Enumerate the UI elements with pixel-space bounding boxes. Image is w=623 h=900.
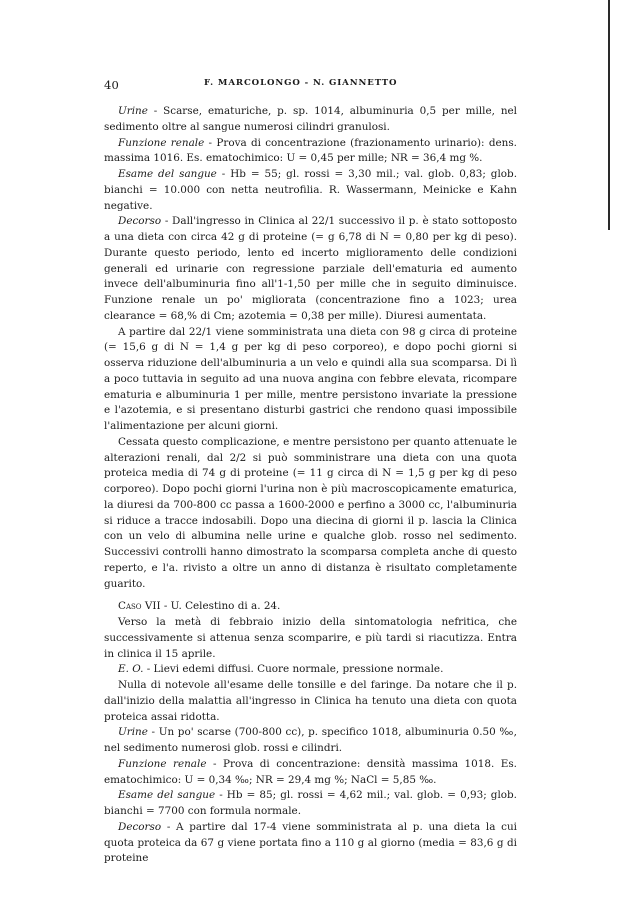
paragraph-esame-sangue-2 <box>104 788 517 820</box>
paragraph-text: - Un po' scarse (700-800 cc), p. specifico 1018, albuminuria 0.50 ‰, nel sedimento numerosi glob. rossi e cilindri. <box>104 726 517 754</box>
paragraph-label: Esame del sangue <box>118 789 216 802</box>
paragraph-label: Funzione renale <box>118 136 205 149</box>
paragraph-text: - Hb = 55; gl. rossi = 3,30 mil.; val. glob. 0,83; glob. bianchi = 10.000 con netta neutrofilia. R. Wassermann, Meinicke e Kahn negative. <box>104 168 517 212</box>
paragraph-label: Esame del sangue <box>118 168 217 180</box>
paragraph-esame-sangue <box>104 167 517 214</box>
paragraph-dieta-22-1 <box>104 325 517 435</box>
paragraph-label: Urine <box>118 105 148 117</box>
page-number: 40 <box>104 78 120 92</box>
paragraph-decorso <box>104 214 517 324</box>
paragraph-urine <box>104 104 517 136</box>
paragraph-esame-obiettivo <box>104 662 517 678</box>
paragraph-tonsille <box>104 678 517 725</box>
paragraph-label: Urine <box>118 726 148 739</box>
paragraph-text: Cessata questo complicazione, e mentre persistono per quanto attenuate le alterazioni renali, dal 2/2 si può somministrare una dieta con una quota proteica media di 74 g di proteine (= 11 g circa di N = 1,5 g per kg di peso corporeo). Dopo pochi giorni l'urina non è più macroscopicamente ematurica, la diuresi da 700-800 cc passa a 1600-2000 e perfino a 3000 cc, l'albuminuria si riduce a tracce indosabili. Dopo una diecina di giorni il p. lascia la Clinica con un velo di albumina nelle urine e qualche glob. rosso nel sedimento. Successivi controlli hanno dimostrato la scomparsa completa anche di questo reperto, e l'a. rivisto a oltre un anno di distanza è risultato completamente guarito. <box>104 435 517 590</box>
paragraph-text: - U. Celestino di a. 24. <box>160 600 281 613</box>
page-body <box>104 104 517 867</box>
running-title: F. MARCOLONGO - N. GIANNETTO <box>204 78 398 88</box>
paragraph-text: - Lievi edemi diffusi. Cuore normale, pressione normale. <box>143 663 444 676</box>
paragraph-text: - A partire dal 17-4 viene somministrata al p. una dieta la cui quota proteica da 67 g viene portata fino a 110 g al giorno (media = 83,6 g di proteine <box>104 820 517 865</box>
paragraph-caso-vii <box>104 599 517 615</box>
paragraph-anamnesi <box>104 615 517 662</box>
paragraph-text: Verso la metà di febbraio inizio della sintomatologia nefritica, che successivamente si attenua senza scomparire, e più tardi si riacutizza. Entra in clinica il 15 aprile. <box>104 616 517 660</box>
paragraph-label: Funzione renale <box>118 757 207 770</box>
page-header <box>104 78 516 94</box>
case-heading: Caso VII <box>118 600 161 613</box>
paragraph-urine-2 <box>104 725 517 757</box>
paragraph-text: - Dall'ingresso in Clinica al 22/1 successivo il p. è stato sottoposto a una dieta con circa 42 g di proteine (= g 6,78 di N = 0,80 per kg di peso). Durante questo periodo, lento ed incerto miglioramento delle condizioni generali ed urinarie con regressione parziale dell'ematuria ed aumento invece dell'albuminuria fino all'1-1,50 per mille che in seguito diminuisce. Funzione renale un po' migliorata (concentrazione fino a 1023; urea clearance = 68,% di Cm; azotemia = 0,38 per mille). Diuresi aumentata. <box>104 215 517 322</box>
paragraph-decorso-2 <box>104 820 517 867</box>
paragraph-text: - Scarse, ematuriche, p. sp. 1014, albuminuria 0,5 per mille, nel sedimento oltre al sangue numerosi cilindri granulosi. <box>104 105 517 133</box>
paragraph-text: Nulla di notevole all'esame delle tonsille e del faringe. Da notare che il p. dall'inizio della malattia all'ingresso in Clinica ha tenuto una dieta con quota proteica assai ridotta. <box>104 679 517 723</box>
paragraph-label: Decorso <box>118 215 162 228</box>
paragraph-text: - Hb = 85; gl. rossi = 4,62 mil.; val. glob. = 0,93; glob. bianchi = 7700 con formula normale. <box>104 789 517 817</box>
paragraph-text: - Prova di concentrazione: densità massima 1018. Es. ematochimico: U = 0,34 ‰; NR = 29,4 mg %; NaCl = 5,85 ‰. <box>104 757 517 786</box>
paragraph-label: E. O. <box>118 663 144 676</box>
paragraph-funzione-renale <box>104 136 517 168</box>
paragraph-text: A partire dal 22/1 viene somministrata una dieta con 98 g circa di proteine (= 15,6 g di N = 1,4 g per kg di peso corporeo), e dopo pochi giorni si osserva riduzione dell'albuminuria a un velo e quindi alla sua scomparsa. Di lì a poco tuttavia in seguito ad una nuova angina con febbre elevata, ricompare ematuria e albuminuria 1 per mille, mentre persistono invariate la pressione e l'azotemia, e si presentano disturbi gastrici che rendono quasi impossibile l'alimentazione per alcuni giorni. <box>104 325 517 432</box>
paragraph-text: - Prova di concentrazione (frazionamento urinario): dens. massima 1016. Es. ematochimico: U = 0,45 per mille; NR = 36,4 mg %. <box>104 136 517 165</box>
paragraph-funzione-renale-2 <box>104 757 517 789</box>
paragraph-label: Decorso <box>118 820 162 833</box>
paragraph-complicazione <box>104 435 517 593</box>
page-edge-line <box>608 0 610 230</box>
